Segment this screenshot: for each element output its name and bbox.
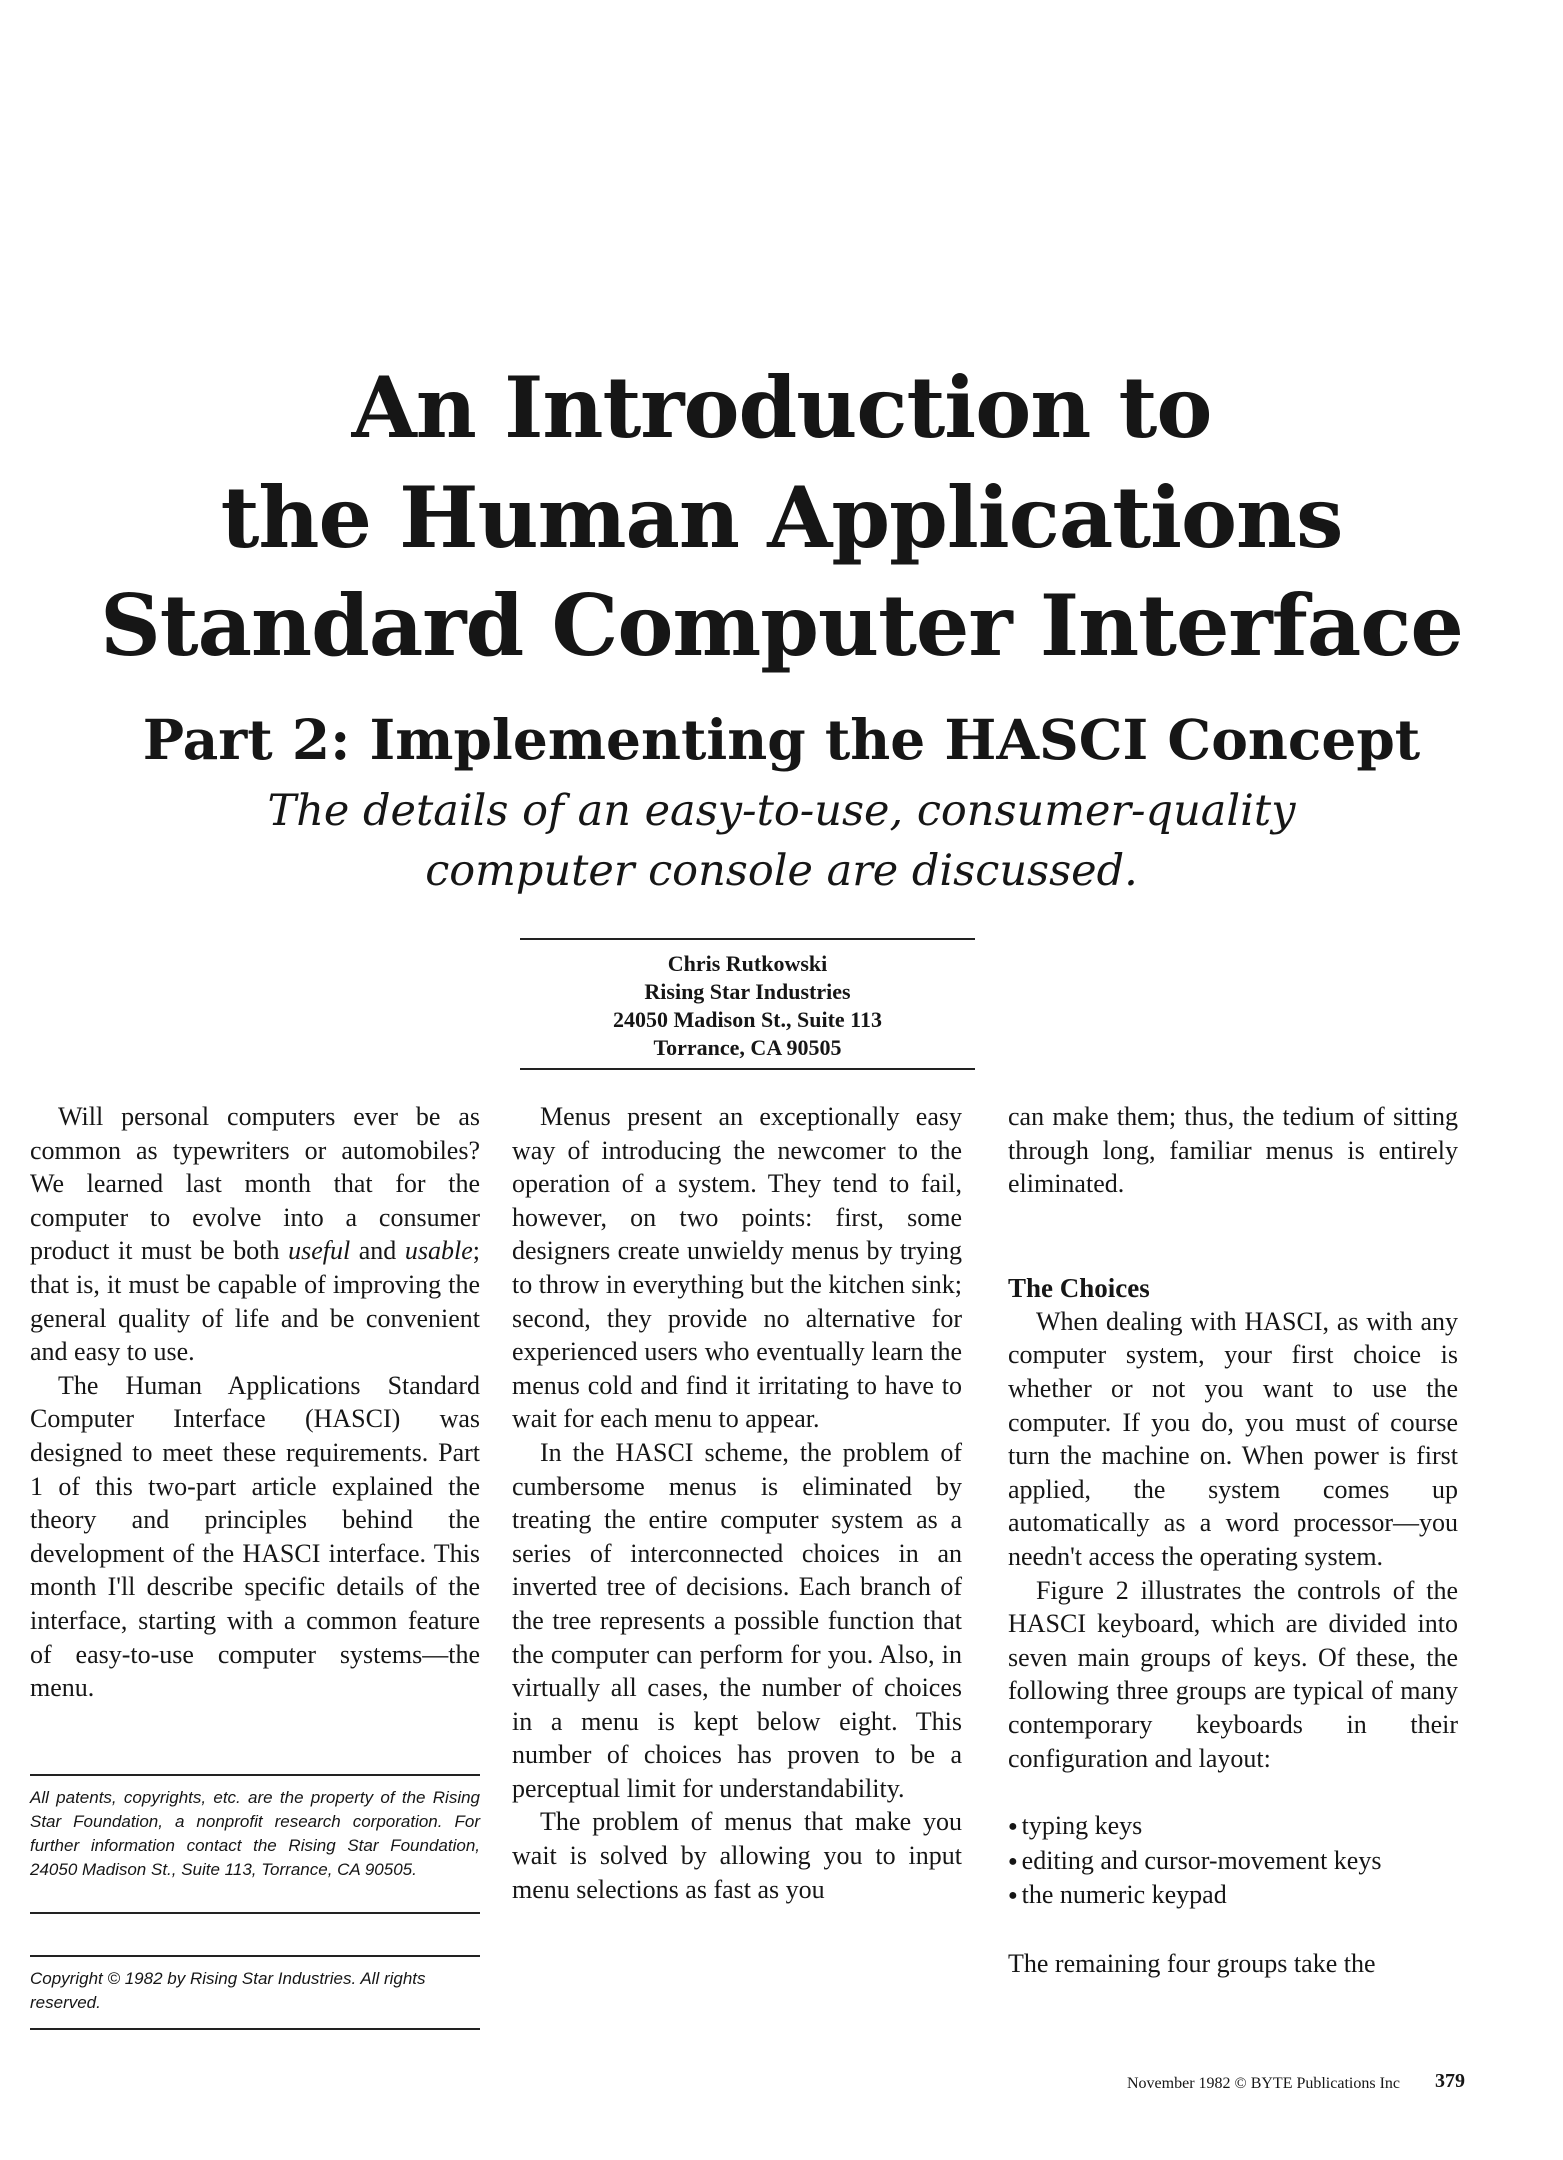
list-item: ● typing keys	[1008, 1809, 1458, 1844]
column-3	[1008, 1100, 1458, 1980]
copyright-note-top-rule	[30, 1955, 480, 1957]
article-deck-line-2: computer console are discussed.	[425, 846, 1138, 896]
list-item: ● editing and cursor-movement keys	[1008, 1844, 1458, 1879]
author-name: Chris Rutkowski	[667, 951, 828, 976]
col1-paragraph-1: Will personal computers ever be as common as typewriters or automobiles? We learned last month that for the computer to evolve into a consumer product it must be both useful and usable; that is, it must be capable of improving the general quality of life and be convenient and easy to use.	[30, 1102, 480, 1367]
article-title-line-2: the Human Applications	[220, 468, 1343, 567]
page-footer: November 1982 © BYTE Publications Inc	[1127, 2075, 1400, 2092]
col2-paragraph-1: Menus present an exceptionally easy way of introducing the newcomer to the operation of a system. They tend to fail, however, on two points: first, some designers create unwieldy menus by trying to throw in everything but the kitchen sink; second, they provide no alternative for experienced users who eventually learn the menus cold and find it irritating to have to wait for each menu to appear.	[512, 1102, 962, 1434]
col3-paragraph-1: can make them; thus, the tedium of sitting through long, familiar menus is entirely eliminated.	[1008, 1102, 1458, 1199]
column-2	[512, 1100, 962, 1906]
author-city: Torrance, CA 90505	[653, 1035, 842, 1060]
col1-paragraph-2: The Human Applications Standard Computer Interface (HASCI) was designed to meet these requirements. Part 1 of this two-part article explained the theory and principles behind the development of the HASCI interface. This month I'll describe specific details of the interface, starting with a common feature of easy-to-use computer systems—the menu.	[30, 1370, 480, 1703]
article-deck-line-1: The details of an easy-to-use, consumer-quality	[267, 786, 1296, 836]
section-heading-choices: The Choices	[1008, 1272, 1150, 1303]
copyright-note-bottom-rule	[30, 2028, 480, 2030]
patents-note-bottom-rule	[30, 1912, 480, 1914]
column-1	[30, 1100, 480, 1705]
patents-note-top-rule	[30, 1774, 480, 1776]
list-item: ● the numeric keypad	[1008, 1878, 1458, 1913]
key-group-list	[1008, 1809, 1458, 1913]
col2-paragraph-3: The problem of menus that make you wait is solved by allowing you to input menu selections as fast as you	[512, 1807, 962, 1904]
copyright-note: Copyright © 1982 by Rising Star Industries. All rights reserved.	[30, 1969, 426, 2012]
byline-bottom-rule	[520, 1068, 975, 1070]
article-subtitle: Part 2: Implementing the HASCI Concept	[142, 707, 1421, 772]
byline-top-rule	[520, 938, 975, 940]
author-company: Rising Star Industries	[644, 979, 851, 1004]
col3-paragraph-3: Figure 2 illustrates the controls of the HASCI keyboard, which are divided into seven main groups of keys. Of these, the following three groups are typical of many contemporary keyboards in their configuration and layout:	[1008, 1575, 1458, 1773]
byline	[520, 950, 975, 1062]
author-street: 24050 Madison St., Suite 113	[613, 1007, 882, 1032]
col3-paragraph-2: When dealing with HASCI, as with any computer system, your first choice is whether or not you want to use the computer. If you do, you must of course turn the machine on. When power is first applied, the system comes up automatically as a word processor—you needn't access the operating system.	[1008, 1306, 1458, 1571]
article-title-line-1: An Introduction to	[351, 358, 1212, 457]
patents-note: All patents, copyrights, etc. are the property of the Rising Star Foundation, a nonprofit research corporation. For further information contact the Rising Star Foundation, 24050 Madison St., Suite 113, Torrance, CA 90505.	[30, 1788, 480, 1879]
page-number: 379	[1435, 2070, 1465, 2092]
article-title-line-3: Standard Computer Interface	[100, 576, 1463, 675]
col3-paragraph-4: The remaining four groups take the	[1008, 1948, 1376, 1978]
col2-paragraph-2: In the HASCI scheme, the problem of cumbersome menus is eliminated by treating the entire computer system as a series of interconnected choices in an inverted tree of decisions. Each branch of the tree represents a possible function that the computer can perform for you. Also, in virtually all cases, the number of choices in a menu is kept below eight. This number of choices has proven to be a perceptual limit for understandability.	[512, 1437, 962, 1803]
